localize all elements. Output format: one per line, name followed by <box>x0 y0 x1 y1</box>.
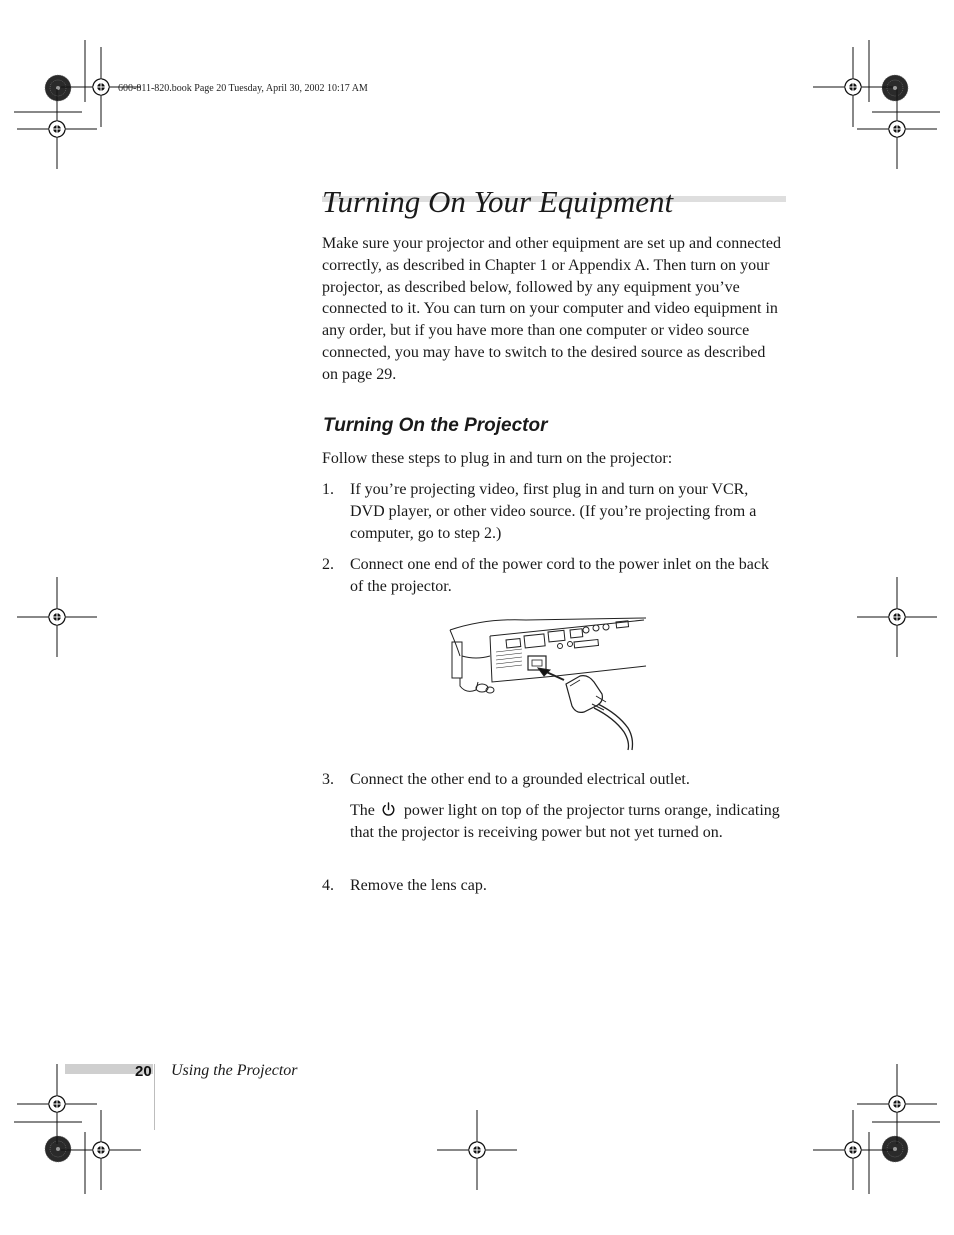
print-slug: 600-811-820.book Page 20 Tuesday, April 30, 2002 10:17 AM <box>118 83 368 94</box>
step-number: 1. <box>322 481 334 498</box>
step-item <box>322 554 786 598</box>
crop-registration-mark-icon <box>14 1064 940 1194</box>
subsection-title: Turning On the Projector <box>323 415 548 436</box>
power-icon <box>381 802 396 817</box>
step-item <box>322 479 786 544</box>
running-footer: Using the Projector <box>171 1062 298 1079</box>
color-target-icon <box>45 75 71 101</box>
page-number: 20 <box>135 1063 152 1080</box>
step-item <box>322 875 786 897</box>
step-text: Remove the lens cap. <box>350 877 487 894</box>
step-item <box>322 769 786 791</box>
color-target-icon <box>882 1136 908 1162</box>
power-light-note <box>350 800 786 844</box>
step-number: 3. <box>322 771 334 788</box>
note-lead-text: The <box>350 802 375 819</box>
color-target-icon <box>882 75 908 101</box>
crop-registration-mark-icon <box>14 40 940 169</box>
note-body-text: power light on top of the projector turns orange, indicating that the projector is receiving power but not yet turned on. <box>350 802 780 841</box>
section-title: Turning On Your Equipment <box>322 184 674 219</box>
step-text: Connect the other end to a grounded electrical outlet. <box>350 771 690 788</box>
intro-paragraph: Make sure your projector and other equipment are set up and connected correctly, as described in Chapter 1 or Appendix A. Then turn on your projector, as described below, followed by any equipment you’ve connected to it. You can turn on your computer and video equipment in any order, but if you have more than one computer or video source connected, you may have to switch to the desired source as described on page 29. <box>322 235 781 383</box>
step-number: 2. <box>322 556 334 573</box>
step-number: 4. <box>322 877 334 894</box>
power-cord-illustration <box>446 616 650 752</box>
footer-divider <box>154 1064 155 1130</box>
color-target-icon <box>45 1136 71 1162</box>
steps-lead: Follow these steps to plug in and turn on the projector: <box>322 450 673 467</box>
step-text: If you’re projecting video, first plug in and turn on your VCR, DVD player, or other video source. (If you’re projecting from a computer, go to step 2.) <box>350 481 757 542</box>
step-text: Connect one end of the power cord to the power inlet on the back of the projector. <box>350 556 769 595</box>
